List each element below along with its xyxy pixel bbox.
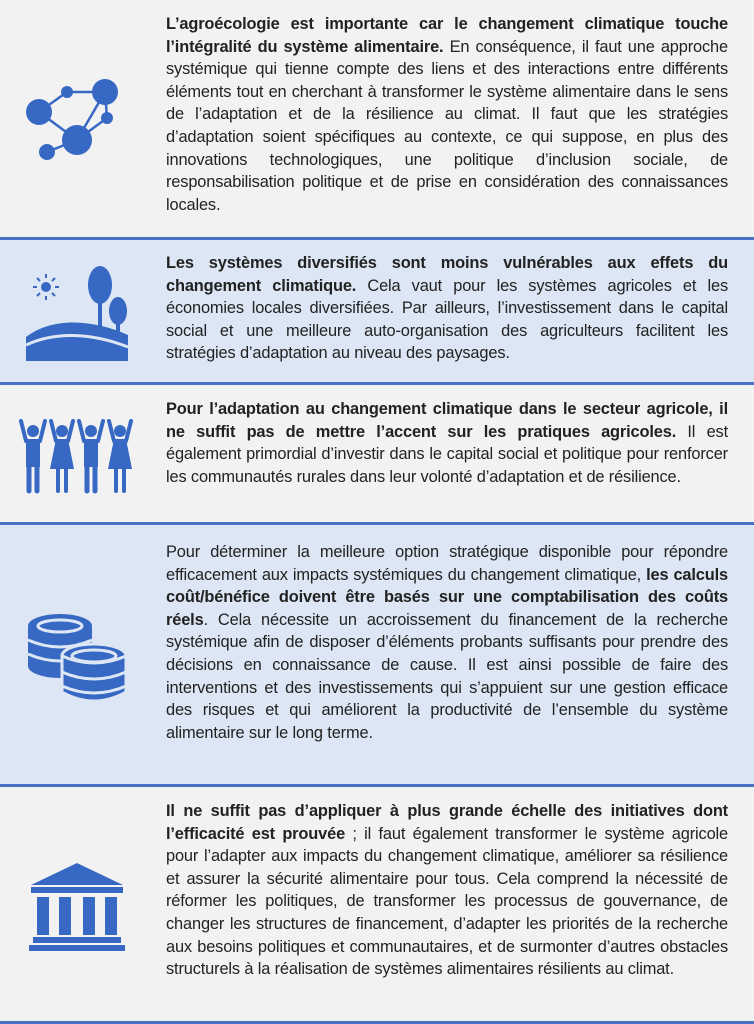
block-diversified-systems [0, 240, 754, 385]
landscape-trees-icon [18, 260, 136, 370]
block-body-text: ; il faut également transformer le système agricole pour l’adapter aux impacts du changement climatique, améliorer sa résilience et assurer la sécurité alimentaire pour tous. Cela comprend la nécessité de réformer les politiques, de transformer les processus de gouvernance, de changer les structures de financement, d’adapter les priorités de la recherche aux besoins politiques et communautaires, et de surmonter d’autres obstacles structurels à la réalisation de systèmes alimentaires résilients au climat. [166, 824, 728, 979]
network-nodes-icon [18, 45, 136, 195]
block-body-text: Il est également primordial d’investir dans le capital social et politique pour renforcer les communautés rurales dans leur volonté d’adaptation et de résilience. [166, 422, 729, 486]
block-cost-benefit [0, 525, 754, 787]
block-text [166, 13, 728, 216]
block-pre-text: Pour déterminer la meilleure option stratégique disponible pour répondre efficacement aux impacts systémiques du changement climatique, [166, 543, 728, 584]
block-body-text: En conséquence, il faut une approche systémique qui tienne compte des liens et des interactions entre différents éléments tout en cherchant à transformer le système alimentaire dans le sens de l’adaptation et de la résilience au climat. Il faut que les stratégies d’adaptation soient spécifiques au contexte, ce qui suppose, en plus des innovations technologiques, une politique d’inclusion sociale, de responsabilisation politique et de prise en considération des connaissances locales. [166, 37, 728, 214]
block-text [166, 252, 728, 365]
block-body-text: Cela vaut pour les systèmes agricoles et les économies locales diversifiées. Par ailleurs, l’investissement dans le capital social et une meilleure auto-organisation des agriculteurs facilitent les stratégies d’adaptation au niveau des paysages. [166, 276, 728, 363]
block-body-text: . Cela nécessite un accroissement du financement de la recherche systémique afin de disposer d’éléments probants suffisants pour prendre des décisions en connaissance de cause. Il est ainsi possible de faire des interventions et des investissements qui s’appuient sur une gestion efficace des risques et qui améliorent la productivité de l’ensemble du système alimentaire sur le long terme. [166, 610, 728, 742]
block-bold-text: L’agroécologie est importante car le changement climatique touche l’intégralité du système alimentaire. [166, 15, 728, 56]
block-text [166, 398, 728, 488]
block-bold-text: Les systèmes diversifiés sont moins vulnérables aux effets du changement climatique. [166, 254, 728, 295]
block-bold-text: Il ne suffit pas d’appliquer à plus grande échelle des initiatives dont l’efficacité est prouvée [166, 802, 728, 843]
block-adaptation-agriculture [0, 385, 754, 525]
block-bold-text: Pour l’adaptation au changement climatique dans le secteur agricole, il ne suffit pas de mettre l’accent sur les pratiques agricoles. [166, 400, 728, 441]
coins-icon [18, 605, 136, 715]
block-bold-text: les calculs coût/bénéfice doivent être basés sur une comptabilisation des coûts réels [166, 565, 728, 629]
people-group-icon [18, 405, 136, 505]
block-scaling-transformation [0, 787, 754, 1024]
block-text [166, 800, 728, 981]
block-agroecology [0, 0, 754, 240]
institution-building-icon [18, 852, 136, 962]
block-text [166, 541, 728, 744]
